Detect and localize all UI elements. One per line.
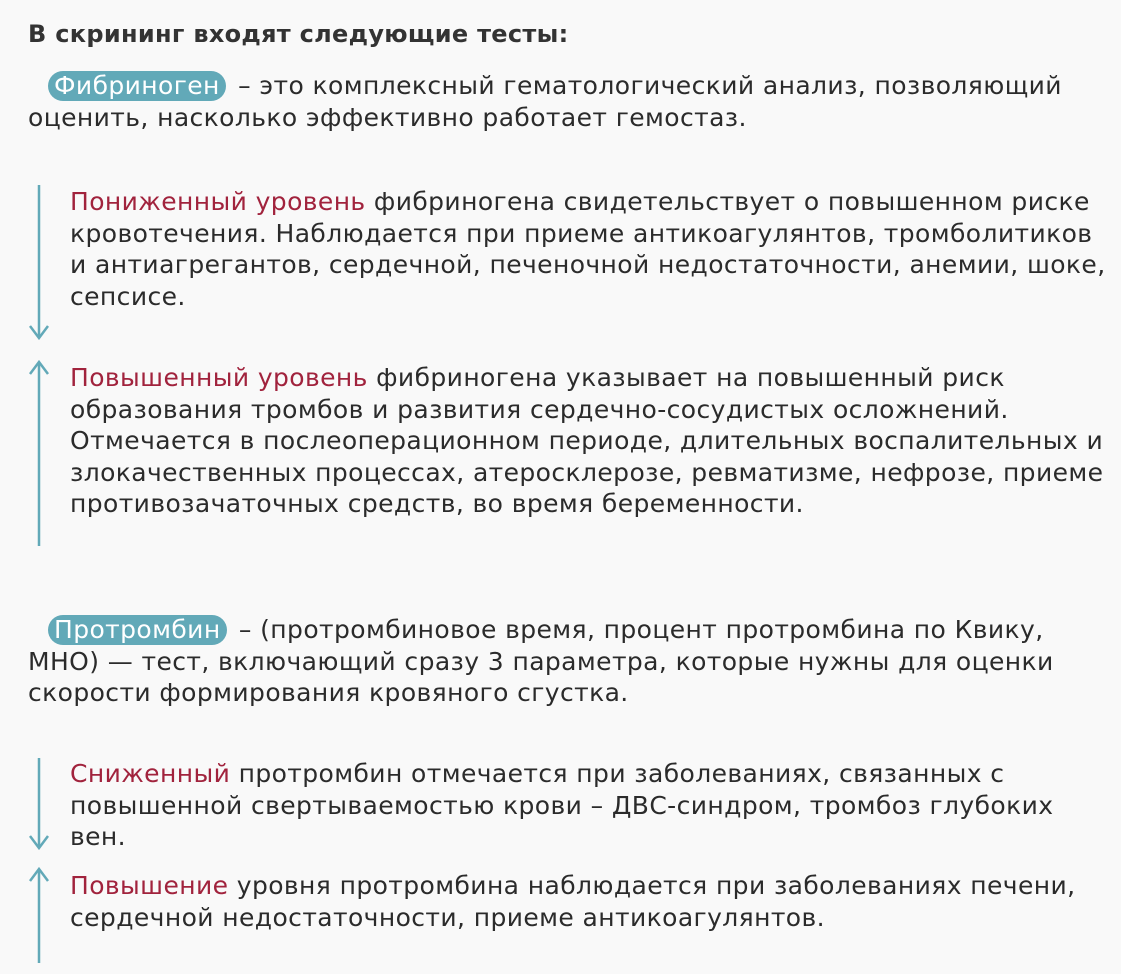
arrow-up-icon — [28, 358, 50, 548]
arrow-up-icon — [28, 865, 50, 965]
fibrinogen-high-highlight: Повышенный уровень — [70, 363, 368, 392]
fibrinogen-high-paragraph — [70, 362, 1110, 520]
prothrombin-low-highlight: Сниженный — [70, 759, 231, 788]
prothrombin-high-paragraph — [70, 870, 1110, 933]
prothrombin-high-text: уровня протромбина наблюдается при заболеваниях печени, сердечной недостаточности, приеме антикоагулянтов. — [70, 871, 1076, 932]
arrow-down-icon — [28, 183, 50, 343]
prothrombin-low-text: протромбин отмечается при заболеваниях, связанных с повышенной свертываемостью крови – ДВС-синдром, тромбоз глубоких вен. — [70, 759, 1054, 851]
arrow-down-icon — [28, 756, 50, 852]
fibrinogen-high-text: фибриногена указывает на повышенный риск образования тромбов и развития сердечно-сосудистых осложнений. Отмечается в послеоперационном периоде, длительных воспалительных и злокачественных процессах, атеросклерозе, ревматизме, нефрозе, приеме противозачаточных средств, во время беременности. — [70, 363, 1104, 518]
fibrinogen-definition-text: – это комплексный гематологический анализ, позволяющий оценить, насколько эффективно работает гемостаз. — [28, 71, 1062, 132]
fibrinogen-term-badge: Фибриноген — [48, 71, 226, 101]
prothrombin-term-badge: Протромбин — [48, 615, 227, 645]
prothrombin-high-highlight: Повышение — [70, 871, 229, 900]
fibrinogen-definition — [28, 70, 1103, 133]
fibrinogen-low-highlight: Пониженный уровень — [70, 187, 366, 216]
fibrinogen-low-text: фибриногена свидетельствует о повышенном риске кровотечения. Наблюдается при приеме антикоагулянтов, тромболитиков и антиагрегантов, сердечной, печеночной недостаточности, анемии, шоке, сепсисе. — [70, 187, 1106, 311]
page-heading: В скрининг входят следующие тесты: — [28, 20, 569, 48]
prothrombin-definition — [28, 614, 1103, 709]
prothrombin-definition-text: – (протромбиновое время, процент протромбина по Квику, МНО) — тест, включающий сразу 3 параметра, которые нужны для оценки скорости формирования кровяного сгустка. — [28, 615, 1054, 707]
fibrinogen-low-paragraph — [70, 186, 1110, 312]
prothrombin-low-paragraph — [70, 758, 1110, 853]
